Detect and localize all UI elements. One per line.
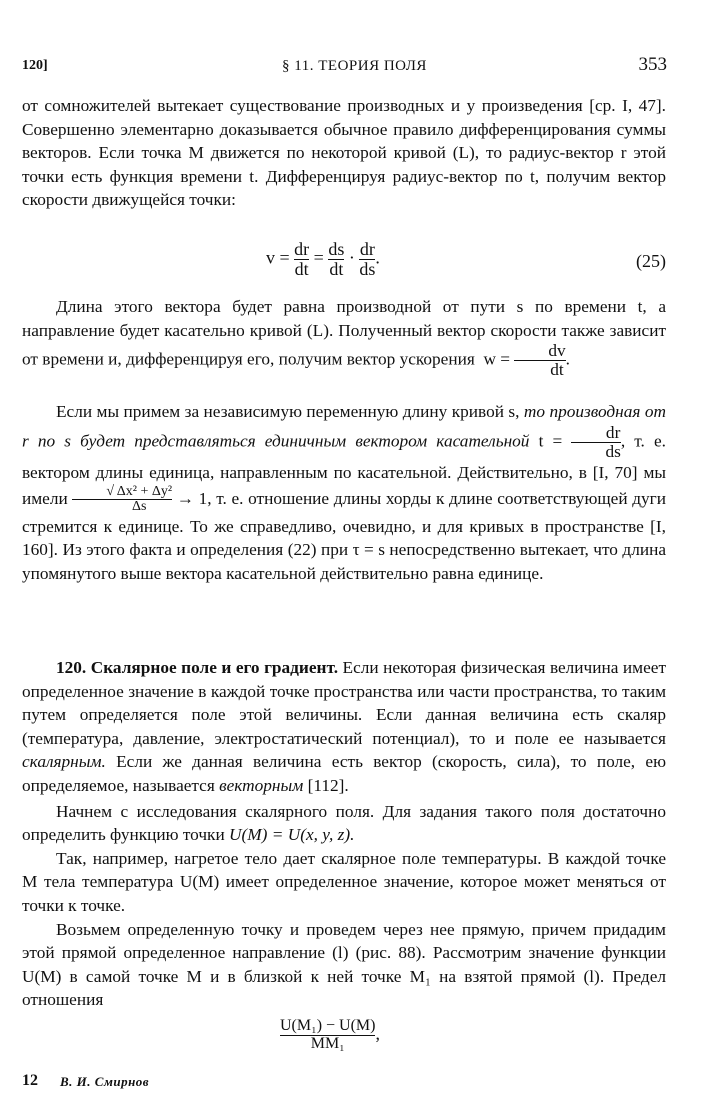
frac-dr-ds: $\frac{dr}{ds}$: [359, 239, 376, 279]
paragraph-3-end: т. е. отношение длины хорды к длине соответствующей дуги стремится к единице. То же справедливо, очевидно, и для кривых в пространстве [I, 160]. Из этого факта и определения (22) при τ = s непосредственно вытекает, что длина упомянутого выше вектора касательной действительно равна единице.: [22, 488, 666, 584]
equation-25: v = $\frac{dr}{dt}$ = $\frac{ds}{dt}$ · $\frac{dr}{ds}$ .: [266, 239, 380, 279]
signature-author: В. И. Смирнов: [60, 1074, 150, 1089]
paragraph-3-italic: то производная от r по s будет представляться единичным вектором касательной: [22, 402, 666, 451]
frac-dv-dt: $\frac{dv}{dt}$: [514, 342, 565, 379]
eq-dot: ·: [348, 247, 355, 268]
paragraph-2: Длина этого вектора будет равна производной от пути s по времени t, а направление будет касательно кривой (L). Полученный вектор скорости также зависит от времени и, дифференцируя его, получим вектор ускорения w = $\frac{dv}{dt}$ .: [22, 297, 666, 380]
point-function-formula: U(M) = U(x, y, z).: [229, 825, 355, 845]
paragraph-5-text: Начнем с исследования скалярного поля. Для задания такого поля достаточно определить функцию точки: [22, 801, 666, 845]
paragraph-1-text: от сомножителей вытекает существование производных и у произведения [ср. I, 47]. Совершенно элементарно доказывается обычное правило дифференцирования суммы векторов. Если точка M движется по некоторой кривой (L), то радиус-вектор r этой точки есть функция времени t. Дифференцируя радиус-вектор по t, получим вектор скорости движущейся точки:: [22, 96, 666, 210]
running-title: § 11. ТЕОРИЯ ПОЛЯ: [282, 58, 427, 74]
frac-dr-dt: $\frac{dr}{dt}$: [294, 239, 310, 279]
eq-lhs: v =: [266, 247, 290, 268]
paragraph-2-text: Длина этого вектора будет равна производной от пути s по времени t, а направление будет касательно кривой (L). Полученный вектор скорости также зависит от времени и, дифференцируя его, получим вектор ускорения: [22, 297, 666, 369]
frac-dr-ds-tangent: $\frac{dr}{ds}$: [571, 424, 620, 461]
term-scalar: скалярным.: [22, 752, 106, 772]
chord-ratio: $\frac{\text{√ Δx² + Δy²}}{\Delta s}$: [72, 485, 172, 515]
page-number: 353: [638, 54, 667, 75]
chord-ratio-limit: → 1,: [176, 488, 212, 508]
paragraph-3-start: Если мы примем за независимую переменную длину кривой s,: [56, 402, 520, 421]
paragraph-3-mid: , т. е. вектором длины единица, направленным по касательной. Действительно, в [I, 70] мы имели: [22, 431, 667, 508]
paragraph-1: [22, 94, 666, 212]
difference-quotient: $\frac{\text{U(M₁) − U(M)}}{\text{MM₁}}$: [280, 1017, 376, 1052]
section-120-title: 120. Скалярное поле и его градиент.: [56, 658, 339, 677]
signature-number: 12: [22, 1072, 38, 1089]
section-120-text-a: Если некоторая физическая величина имеет определенное значение в каждой точке пространства или части пространства, то таким путем определяется поле этой величины. Если данная величина есть скаляр (температура, давление, электростатический потенциал), то и поле ее называется: [22, 658, 666, 748]
tangent-lhs: t =: [538, 431, 563, 451]
term-vector: векторным: [219, 775, 304, 795]
eq-sign: =: [313, 247, 324, 268]
section-120-ref: [112].: [307, 775, 349, 795]
paragraph-7: Возьмем определенную точку и проведем через нее прямую, причем придадим этой прямой определенное направление (l) (рис. 88). Рассмотрим значение функции U(M) в самой точке M и в близкой к ней точке M₁ на взятой прямой (l). Предел отношения: [22, 919, 666, 1010]
accel-lhs: w =: [483, 349, 510, 369]
frac-ds-dt: $\frac{ds}{dt}$: [328, 239, 345, 279]
equation-number: (25): [636, 251, 666, 271]
paragraph-6: Так, например, нагретое тело дает скалярное поле температуры. В каждой точке M тела температура U(M) имеет определенное значение, которое может меняться от точки к точке.: [22, 848, 666, 915]
section-120-text-b: Если же данная величина есть вектор (скорость, сила), то поле, ею определяемое, называется: [22, 752, 666, 795]
section-120: [22, 656, 666, 1012]
section-ref: 120]: [22, 58, 48, 73]
limit-fraction: $\frac{\text{U(M₁) − U(M)}}{\text{MM₁}}$ ,: [280, 1017, 380, 1052]
paragraph-3: [22, 400, 666, 586]
